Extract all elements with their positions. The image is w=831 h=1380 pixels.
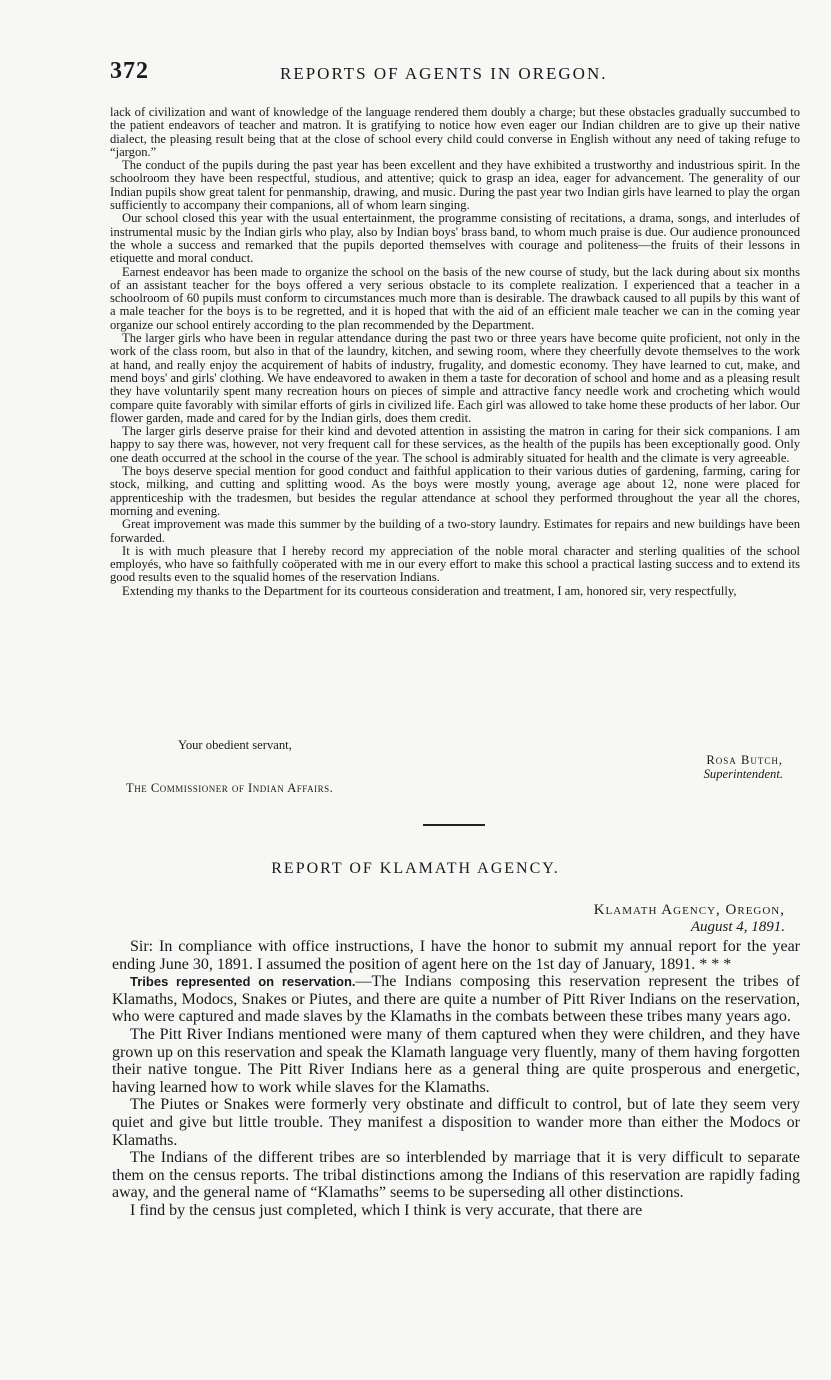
dateline-date: August 4, 1891. [690,919,785,935]
paragraph: lack of civilization and want of knowledge of the language rendered them doubly a charge; but these obstacles gradually succumbed to the patient endeavors of teacher and matron. It is gratifying to notice how even eager our Indian children are to give up their native dialect, the pleasing result being that at the close of school every child could converse in English without any need of taking refuge to “jargon.” [110,105,800,159]
paragraph: Great improvement was made this summer by the building of a two-story laundry. Estimates for repairs and new buildings have been forwarded. [110,517,800,545]
tribes-text: —The Indians composing this reservation represent the tribes of Klamaths, Modocs, Snakes or Piutes, and there are quite a number of Pitt River Indians on the reservation, who were captured and made slaves by the Klamaths in the combats between these tribes many years ago. [112,973,800,1026]
paragraph: The boys deserve special mention for good conduct and faithful application to their various duties of gardening, farming, caring for stock, milking, and cutting and splitting wood. As the boys were mostly young, average age about 12, none were placed for apprenticeship with the tradesmen, but besides the regular attendance at school they performed throughout the year all the chores, morning and evening. [110,464,800,518]
klamath-report-body [112,938,800,1220]
paragraph: It is with much pleasure that I hereby record my appreciation of the noble moral character and sterling qualities of the school employés, who have so faithfully coöperated with me in our every effort to make this school a practical lasting success and to extend its good results even to the squalid homes of the reservation Indians. [110,543,800,585]
dateline [110,902,785,936]
paragraph: Extending my thanks to the Department for its courteous consideration and treatment, I am, honored sir, very respectfully, [122,583,737,598]
paragraph: Our school closed this year with the usual entertainment, the programme consisting of recitations, a drama, songs, and interludes of instrumental music by the Indian girls who play, also by Indian boys' brass band, to whom much praise is due. Our audience pronounced the whole a success and remarked that the pupils deported themselves with courage and politeness—the fruits of their lessons in etiquette and moral conduct. [110,211,800,266]
dateline-place: Klamath Agency, Oregon, [593,902,785,918]
school-report-body [110,106,800,598]
tribes-paragraph [112,973,800,1026]
paragraph: The Indians of the different tribes are so interblended by marriage that it is very difficult to separate them on the census reports. The tribal distinctions among the Indians of this reservation are rapidly fading away, and the general name of “Klamaths” seems to be superseding all other distinctions. [112,1149,800,1202]
section-divider [423,824,485,826]
signature-name: Rosa Butch, [706,753,783,767]
paragraph: The conduct of the pupils during the past year has been excellent and they have exhibited a trustworthy and industrious spirit. In the schoolroom they have been respectful, studious, and attentive; quick to grasp an idea, eager for advancement. The generality of our Indian pupils show great talent for penmanship, drawing, and music. During the past year two Indian girls have learned to play the organ sufficiently to accompany their companions, all of whom learn singing. [110,158,800,213]
paragraph: The Piutes or Snakes were formerly very obstinate and difficult to control, but of late they seem very quiet and give but little trouble. They manifest a disposition to wander more than either the Modocs or Klamaths. [112,1096,800,1149]
intro-paragraph: Sir: In compliance with office instructions, I have the honor to submit my annual report for the year ending June 30, 1891. I assumed the position of agent here on the 1st day of January, 1891. * * * [112,938,800,973]
sidehead: Tribes represented on reservation. [130,974,356,990]
signature-block [704,753,783,781]
paragraph: I find by the census just completed, which I think is very accurate, that there are [130,1201,643,1219]
report-title: REPORT OF KLAMATH AGENCY. [271,860,560,877]
paragraph: The Pitt River Indians mentioned were many of them captured when they were children, and they have grown up on this reservation and speak the Klamath language very fluently, many of them having forgotten their native tongue. The Pitt River Indians here as a general thing are quite prosperous and energetic, having learned how to work while slaves for the Klamaths. [112,1025,800,1096]
signature-title: Superintendent. [703,767,783,781]
addressee: The Commissioner of Indian Affairs. [126,781,334,795]
paragraph: The larger girls deserve praise for their kind and devoted attention in assisting the matron in caring for their sick companions. I am happy to say there was, however, not very frequent call for these services, as the health of the pupils has been exceptionally good. Only one death occurred at the school in the course of the year. The school is admirably situated for health and the climate is very agreeable. [110,424,800,465]
closing-line: Your obedient servant, [178,738,292,752]
paragraph: Earnest endeavor has been made to organize the school on the basis of the new course of study, but the lack during about six months of an assistant teacher for the boys offered a very serious obstacle to its complete realization. I experienced that a teacher in a schoolroom of 60 pupils must conform to circumstances much more than is desirable. The drawback caused to all pupils by this want of a male teacher for the boys is to be regretted, and it is hoped that with the aid of an efficient male teacher we can in the coming year organize our school entirely according to the plan recommended by the Department. [110,264,800,332]
running-title: REPORTS OF AGENTS IN OREGON. [280,64,608,83]
running-header [110,58,800,94]
paragraph: The larger girls who have been in regular attendance during the past two or three years have become quite proficient, not only in the work of the class room, but also in that of the laundry, kitchen, and sewing room, where they cheerfully devote themselves to the work at hand, and really enjoy the acquirement of habits of industry, frugality, and domestic economy. They have learned to cut, make, and mend boys' and girls' clothing. We have endeavored to awaken in them a taste for decoration of school and home and as a pleasing result they have voluntarily spent many recreation hours on pieces of simple and attractive fancy needle work and crocheting which would compare quite favorably with similar efforts of girls in civilized life. Each girl was allowed to take home these products of her labor. Our flower garden, made and cared for by the Indian girls, does them credit. [110,331,800,425]
page-number: 372 [110,58,149,84]
